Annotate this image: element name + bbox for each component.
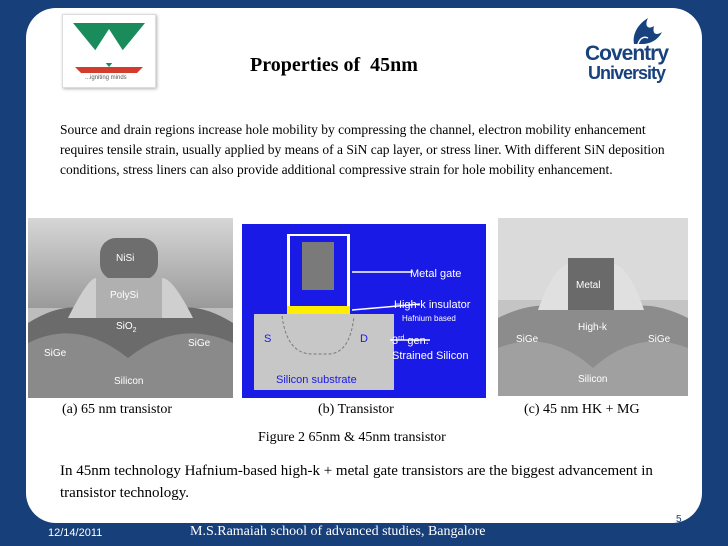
figure-b-image [242, 224, 486, 398]
label-sige-right: SiGe [648, 334, 671, 345]
figure-caption: Figure 2 65nm & 45nm transistor [258, 430, 446, 445]
conclusion-text: In 45nm technology Hafnium-based high-k + metal gate transistors are the biggest advancement in transistor technology. [60, 463, 653, 501]
footer-date: 12/14/2011 [48, 527, 103, 539]
transistor-45nm-micrograph [498, 218, 688, 396]
label-sige-right: SiGe [188, 338, 211, 349]
label-silicon-substrate: Silicon substrate [276, 374, 357, 386]
msrsas-logo [62, 14, 156, 88]
label-sio2: SiO$_2$ [116, 321, 137, 334]
caption-c: (c) 45 nm HK + MG [524, 402, 640, 417]
figure-a-image [28, 218, 233, 398]
page-number: 5 [676, 514, 682, 525]
label-metal: Metal [576, 280, 601, 291]
coventry-word: Coventry [585, 42, 669, 65]
transistor-schematic [242, 224, 486, 398]
label-metal-gate: Metal gate [410, 268, 462, 280]
coventry-logo [582, 16, 670, 88]
logo-tagline: ...igniting minds [85, 75, 127, 81]
footer-institution: M.S.Ramaiah school of advanced studies, Bangalore [190, 524, 486, 539]
label-polysi: PolySi [110, 290, 139, 301]
label-highk: High-k [578, 322, 607, 333]
university-word: University [588, 63, 666, 83]
label-sige-left: SiGe [516, 334, 539, 345]
transistor-65nm-micrograph [28, 218, 233, 398]
label-highk-insulator: High-k insulator [394, 299, 471, 311]
label-nisi: NiSi [116, 253, 135, 264]
label-hafnium: Hafnium based [402, 314, 456, 323]
label-silicon: Silicon [578, 374, 608, 385]
figure-c-image [498, 218, 688, 396]
label-sige-left: SiGe [44, 348, 67, 359]
slide-title: Properties of 45nm [250, 54, 418, 76]
caption-a: (a) 65 nm transistor [62, 402, 173, 417]
label-source: S [264, 333, 272, 345]
label-drain: D [360, 333, 368, 345]
label-strained-silicon: Strained Silicon [392, 350, 469, 362]
label-silicon: Silicon [114, 376, 144, 387]
intro-paragraph: Source and drain regions increase hole mobility by compressing the channel, electron mobility enhancement requires tensile strain, usually applied by means of a SiN cap layer, or stress liner. With different SiN deposition conditions, stress liners can also provide additional compressive strain for hole mobility enhancement. [60, 122, 665, 177]
label-third-gen: 3rd gen. [392, 335, 429, 347]
caption-b: (b) Transistor [318, 402, 394, 417]
